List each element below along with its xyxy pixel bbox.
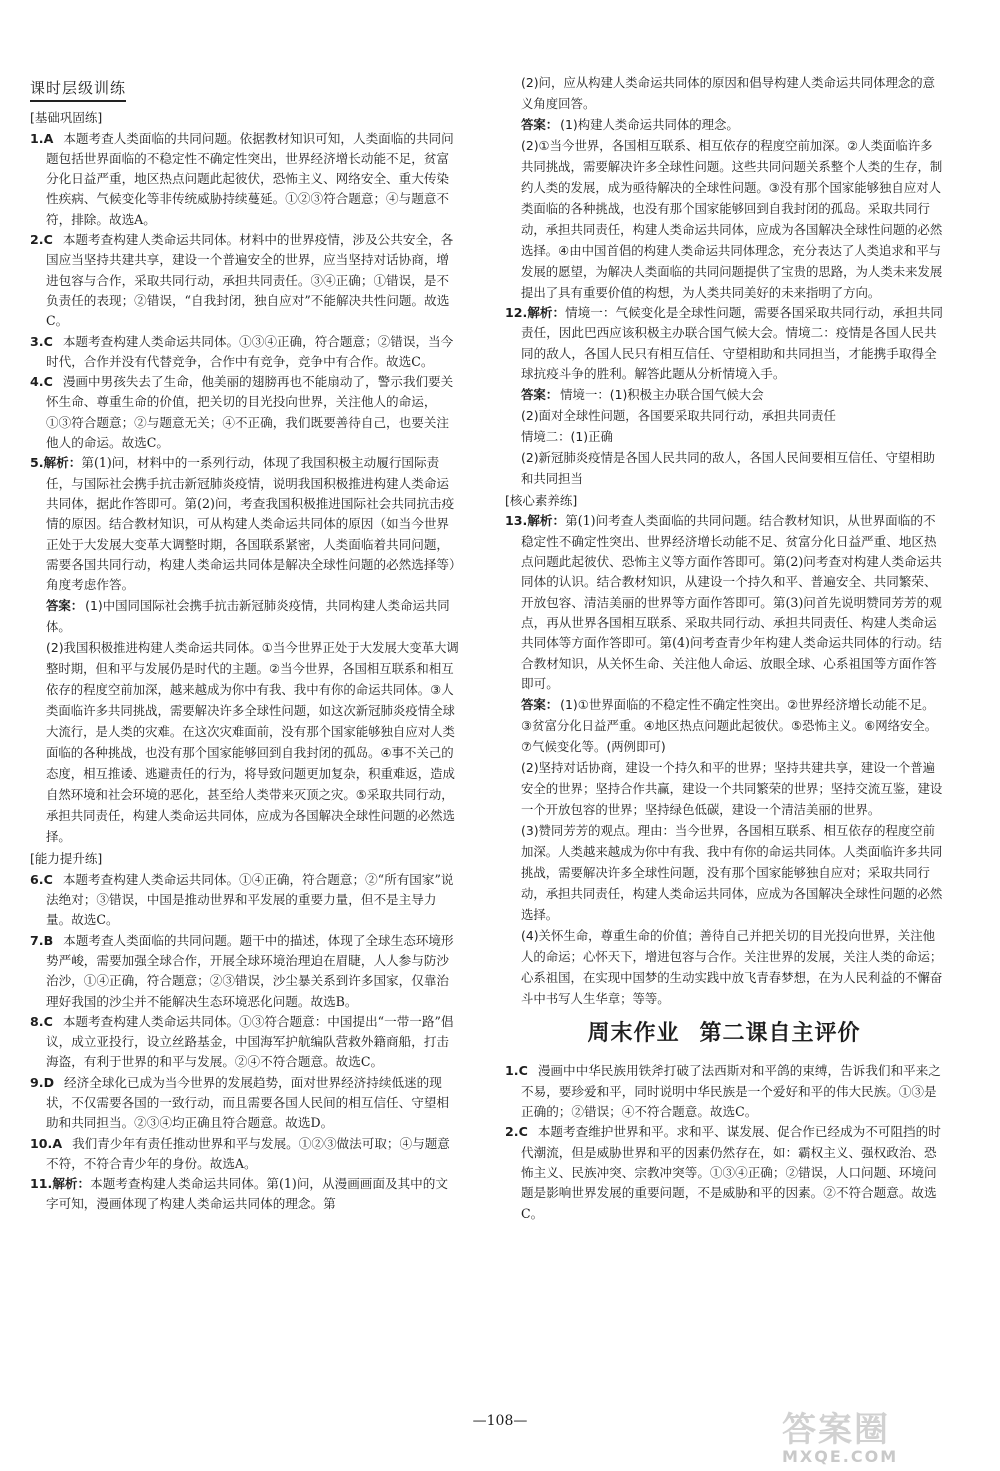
answer-5-2: (2)我国积极推进构建人类命运共同体。①当今世界正处于大发展大变革大调整时期，但和平与发展仍是时代的主题。②当今世界，各国相互联系和相互依存的程度空前加深，越来越成为你中有我、我中有你的命运共同体。③人类面临许多共同挑战，需要解决许多全球性问题，如这次新冠肺炎疫情全球大流行，是人类的灾难。在这次灾难面前，没有那个国家能够独自应对人类面临的各种挑战，也没有那个国家能够回到自我封闭的孤岛。④事不关己的态度，相互推诿、逃避责任的行为，将导致问题更加复杂，积重难返，造成自然环境和社会环境的恶化，甚至给人类带来灭顶之灾。⑤采取共同行动，承担共同责任，构建人类命运共同体，应成为各国解决全球性问题的必然选择。 xyxy=(46,640,459,845)
question-13: 13.解析：第(1)问考查人类面临的共同问题。结合教材知识，从世界面临的不稳定性不确定性突出、世界经济增长动能不足、贫富分化日益严重、地区热点问题此起彼伏、恐怖主义等方面作答即可。第(2)问考查对构建人类命运共同体的认识。结合教材知识，从建设一个持久和平、普遍安全、共同繁荣、开放包容、清洁美丽的世界等方面作答即可。第(3)问首先说明赞同芳芳的观点，再从世界各国相互联系、采取共同行动、承担共同责任、构建人类命运共同体等方面作答即可。第(4)问考查青少年构建人类命运共同体的行动。结合教材知识，从关怀生命、关注他人命运、放眼全球、心系祖国等方面作答即可。 xyxy=(505,513,942,691)
answer-12-2: (2)面对全球性问题，各国要采取共同行动，承担共同责任 xyxy=(521,408,836,424)
answer-5-1: 答案： (1)中国同国际社会携手抗击新冠肺炎疫情，共同构建人类命运共同体。 xyxy=(46,598,450,635)
section-heading: 课时层级训练 xyxy=(30,78,126,102)
question-10: 10.A 我们青少年有责任推动世界和平与发展。①②③做法可取；④与题意不符，不符合青少年的身份。故选A。 xyxy=(30,1135,450,1171)
left-column xyxy=(30,72,460,1215)
question-7: 7.B 本题考查人类面临的共同问题。题干中的描述，体现了全球生态环境形势严峻，需要加强全球合作，开展全球环境治理迫在眉睫，人人参与防沙治沙，①④正确，符合题意；②③错误，沙尘暴关系到许多国家，仅靠治理好我国的沙尘并不能解决生态环境恶化问题。故选B。 xyxy=(30,932,454,1009)
question-1: 1.A 本题考查人类面临的共同问题。依据教材知识可知，人类面临的共同问题包括世界面临的不稳定性不确定性突出，世界经济增长动能不足，贫富分化日益严重，地区热点问题此起彼伏，恐怖主义、网络安全、重大传染性疾病、气候变化等非传统威胁持续蔓延。①②③符合题意；④与题意不符，排除。故选A。 xyxy=(30,130,454,227)
answer-12-3: 情境二：(1)正确 xyxy=(521,429,613,445)
answer-13-1: 答案： (1)①世界面临的不稳定性不确定性突出。②世界经济增长动能不足。③贫富分化日益严重。④地区热点问题此起彼伏。⑤恐怖主义。⑥网络安全。⑦气候变化等。(两例即可) xyxy=(521,697,938,755)
question-9: 9.D 经济全球化已成为当今世界的发展趋势，面对世界经济持续低迷的现状，不仅需要各国的一致行动，而且需要各国人民间的相互信任、守望相助和共同担当。②③④均正确且符合题意。故选D。 xyxy=(30,1074,449,1131)
question-3: 3.C 本题考查构建人类命运共同体。①③④正确，符合题意；②错误，当今时代，合作并没有代替竞争，合作中有竞争，竞争中有合作。故选C。 xyxy=(30,333,454,369)
weekend-question-1: 1.C 漫画中中华民族用铁斧打破了法西斯对和平鸽的束缚，告诉我们和平来之不易，要珍爱和平，同时说明中华民族是一个爱好和平的伟大民族。①③是正确的；②错误；④不符合题意。故选C。 xyxy=(505,1063,941,1120)
page-number: —108— xyxy=(472,1413,528,1429)
question-4: 4.C 漫画中男孩失去了生命，他美丽的翅膀再也不能扇动了，警示我们要关怀生命、尊重生命的价值，把关切的目光投向世界，关注他人的命运，①③符合题意；②与题意无关；④不正确，我们既要善待自己，也要关注他人的命运。故选C。 xyxy=(30,374,454,451)
question-12: 12.解析：情境一：气候变化是全球性问题，需要各国采取共同行动，承担共同责任，因此巴西应该积极主办联合国气候大会。情境二：疫情是各国人民共同的敌人，各国人民只有相互信任、守望相助和共同担当，才能携手取得全球抗疫斗争的胜利。解答此题从分析情境入手。 xyxy=(505,305,943,381)
answer-13-4: (4)关怀生命，尊重生命的价值；善待自己并把关切的目光投向世界，关注他人的命运；心怀天下，增进包容与合作。关注世界的发展，关注人类的命运；心系祖国，在实现中国梦的生动实践中放飞青春梦想，在为人民利益的不懈奋斗中书写人生华章；等等。 xyxy=(521,928,943,1007)
weekend-question-2: 2.C 本题考查维护世界和平。求和平、谋发展、促合作已经成为不可阻挡的时代潮流，但是威胁世界和平的因素仍然存在，如：霸权主义、强权政治、恐怖主义、民族冲突、宗教冲突等。①③④正确；②错误，人口问题、环境问题是影响世界发展的重要问题，不是威胁和平的因素。②不符合题意。故选C。 xyxy=(505,1124,941,1221)
question-5: 5.解析：第(1)问，材料中的一系列行动，体现了我国积极主动履行国际责任，与国际社会携手抗击新冠肺炎疫情，说明我国积极推进构建人类命运共同体，据此作答即可。第(2)问，考查我国积极推进国际社会共同抗击疫情的原因。结合教材知识，可从构建人类命运共同体的原因（如当今世界正处于大发展大变革大调整时期，各国联系紧密，人类面临着共同问题，需要各国共同行动，构建人类命运共同体是解决全球性问题的必然选择等）角度考虑作答。 xyxy=(30,455,456,593)
answer-12-4: (2)新冠肺炎疫情是各国人民共同的敌人，各国人民间要相互信任、守望相助和共同担当 xyxy=(521,450,936,487)
answer-12-1: 答案： 情境一：(1)积极主办联合国气候大会 xyxy=(521,387,764,403)
question-6: 6.C 本题考查构建人类命运共同体。①④正确，符合题意；②“所有国家”说法绝对；③错误，中国是推动世界和平发展的重要力量，但不是主导力量。故选C。 xyxy=(30,871,454,928)
subsection-core: [核心素养练] xyxy=(505,493,578,509)
question-11-continued: (2)问，应从构建人类命运共同体的原因和倡导构建人类命运共同体理念的意义角度回答。 xyxy=(521,75,936,111)
subsection-ability: [能力提升练] xyxy=(30,851,103,867)
right-column xyxy=(505,72,943,1224)
answer-11-2: (2)①当今世界，各国相互联系、相互依存的程度空前加深。②人类面临许多共同挑战，需要解决许多全球性问题。这些共同问题关系整个人类的生存，制约人类的发展，成为亟待解决的全球性问题。③没有那个国家能够独自应对人类面临的各种挑战，也没有那个国家能够回到自我封闭的孤岛。采取共同行动，承担共同责任，构建人类命运共同体，应成为各国解决全球性问题的必然选择。④由中国首倡的构建人类命运共同体理念，充分表达了人类追求和平与发展的愿望，为解决人类面临的共同问题提供了宝贵的思路，为人类未来发展提出了具有重要价值的构想，为人类共同美好的未来指明了方向。 xyxy=(521,138,943,300)
question-8: 8.C 本题考查构建人类命运共同体。①③符合题意：中国提出“一带一路”倡议，成立亚投行，设立丝路基金，中国海军护航编队营救外籍商船，打击海盗，有利于世界的和平与发展。②④不符合题意。故选C。 xyxy=(30,1013,454,1070)
subsection-basic: [基础巩固练] xyxy=(30,110,103,126)
answer-13-3: (3)赞同芳芳的观点。理由：当今世界，各国相互联系、相互依存的程度空前加深。人类越来越成为你中有我、我中有你的命运共同体。人类面临许多共同挑战，需要解决许多全球性问题，没有那个国家能够独自应对；采取共同行动，承担共同责任，构建人类命运共同体，应成为各国解决全球性问题的必然选择。 xyxy=(521,823,943,923)
watermark-logo: 答案圈 MXQE.COM xyxy=(782,1410,899,1466)
question-2: 2.C 本题考查构建人类命运共同体。材料中的世界疫情，涉及公共安全，各国应当坚持共建共享，建设一个普遍安全的世界，应当坚持对话协商，增进包容与合作，采取共同行动，承担共同责任。③④正确；①错误，是不负责任的表现；②错误，“自我封闭，独自应对”不能解决共性问题。故选C。 xyxy=(30,232,454,329)
question-11: 11.解析：本题考查构建人类命运共同体。第(1)问，从漫画画面及其中的文字可知，漫画体现了构建人类命运共同体的理念。第 xyxy=(30,1176,448,1212)
weekend-homework-title: 周末作业 第二课自主评价 xyxy=(587,1020,861,1047)
answer-11-1: 答案： (1)构建人类命运共同体的理念。 xyxy=(521,117,739,132)
answer-13-2: (2)坚持对话协商，建设一个持久和平的世界；坚持共建共享，建设一个普遍安全的世界；坚持合作共赢，建设一个共同繁荣的世界；坚持交流互鉴，建设一个开放包容的世界；坚持绿色低碳，建设一个清洁美丽的世界。 xyxy=(521,760,943,818)
